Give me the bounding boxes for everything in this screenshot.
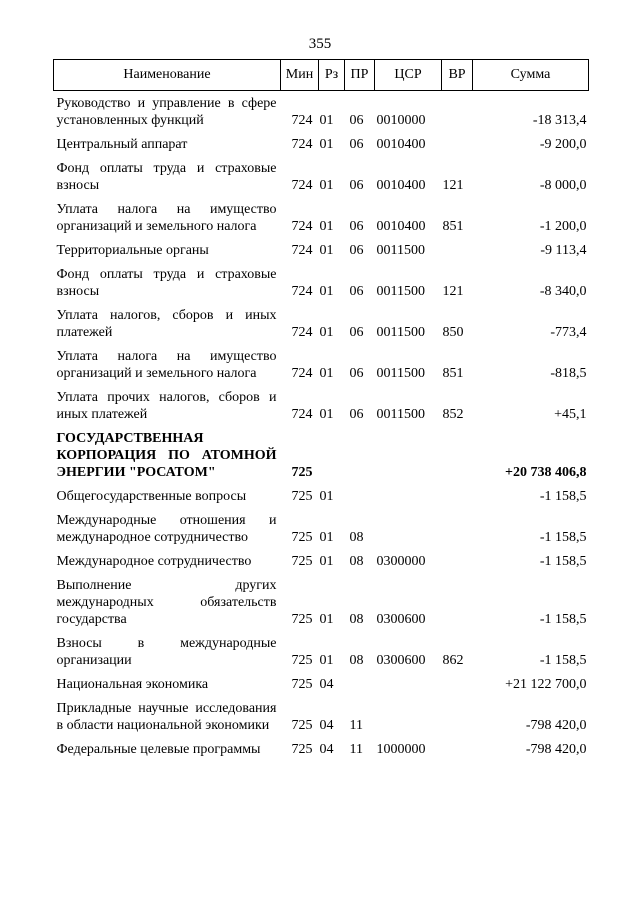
cell-rz: 01 <box>319 284 334 299</box>
cell-csr: 0010400 <box>376 219 426 234</box>
cell-vr <box>442 512 473 553</box>
cell-rz: 01 <box>319 243 334 258</box>
cell-rz: 01 <box>319 178 334 193</box>
table-row <box>54 201 589 242</box>
cell-vr <box>442 488 473 512</box>
cell-rz: 04 <box>319 742 334 757</box>
cell-name: Международные отношения и международное сотрудничество <box>56 513 277 545</box>
cell-rz: 01 <box>319 554 334 569</box>
cell-pr: 08 <box>349 612 364 627</box>
cell-min: 724 <box>291 407 313 422</box>
cell-min: 725 <box>291 612 313 627</box>
cell-name: Выполнение других международных обязательств государства <box>56 578 277 627</box>
cell-vr: 850 <box>442 325 464 340</box>
cell-vr: 851 <box>442 366 464 381</box>
cell-name: Фонд оплаты труда и страховые взносы <box>56 161 277 193</box>
table-row <box>54 430 589 488</box>
table-row <box>54 242 589 266</box>
cell-rz: 01 <box>319 366 334 381</box>
page-number: 355 <box>308 36 332 52</box>
cell-vr <box>442 430 473 488</box>
table-row <box>54 389 589 430</box>
cell-name: Центральный аппарат <box>56 137 188 152</box>
cell-csr: 0011500 <box>376 243 425 258</box>
cell-pr <box>345 676 375 700</box>
cell-min: 725 <box>291 677 313 692</box>
cell-min: 724 <box>291 219 313 234</box>
table-row <box>54 635 589 676</box>
cell-rz: 04 <box>319 718 334 733</box>
cell-sum: -18 313,4 <box>532 113 587 128</box>
cell-csr: 0010000 <box>376 113 426 128</box>
cell-pr: 08 <box>349 530 364 545</box>
cell-pr: 06 <box>349 219 364 234</box>
table-row <box>54 577 589 635</box>
cell-csr <box>375 430 442 488</box>
cell-vr <box>442 136 473 160</box>
table-row <box>54 741 589 765</box>
cell-name: Территориальные органы <box>56 243 209 258</box>
cell-sum: -1 158,5 <box>539 653 587 668</box>
table-row <box>54 512 589 553</box>
cell-name: Национальная экономика <box>56 677 209 692</box>
cell-pr: 08 <box>349 653 364 668</box>
cell-name: Уплата налога на имущество организаций и земельного налога <box>56 202 277 234</box>
cell-min: 725 <box>291 718 313 733</box>
cell-name: Взносы в международные организации <box>56 636 277 668</box>
cell-sum: -1 158,5 <box>539 530 587 545</box>
cell-sum: -798 420,0 <box>525 742 587 757</box>
cell-sum: -8 000,0 <box>539 178 587 193</box>
table-row <box>54 307 589 348</box>
cell-vr <box>442 741 473 765</box>
cell-pr: 06 <box>349 407 364 422</box>
cell-name: Руководство и управление в сфере установленных функций <box>56 96 277 128</box>
cell-name: Федеральные целевые программы <box>56 742 261 757</box>
cell-name: Уплата прочих налогов, сборов и иных платежей <box>56 390 277 422</box>
budget-table <box>53 59 589 765</box>
cell-csr: 1000000 <box>376 742 426 757</box>
cell-min: 725 <box>291 554 313 569</box>
cell-name: Прикладные научные исследования в области национальной экономики <box>56 701 277 733</box>
cell-rz: 01 <box>319 137 334 152</box>
cell-pr: 11 <box>349 718 363 733</box>
cell-pr: 06 <box>349 284 364 299</box>
cell-sum: +45,1 <box>554 407 587 422</box>
table-row <box>54 266 589 307</box>
cell-vr: 862 <box>442 653 464 668</box>
cell-pr: 06 <box>349 113 364 128</box>
cell-csr <box>375 488 442 512</box>
cell-vr: 852 <box>442 407 464 422</box>
header-sum: Сумма <box>473 60 589 91</box>
cell-csr: 0011500 <box>376 284 425 299</box>
cell-rz: 01 <box>319 489 334 504</box>
cell-sum: +21 122 700,0 <box>505 677 587 692</box>
cell-rz: 01 <box>319 407 334 422</box>
cell-vr <box>442 91 473 137</box>
cell-name: Фонд оплаты труда и страховые взносы <box>56 267 277 299</box>
cell-sum: -1 158,5 <box>539 489 587 504</box>
cell-csr: 0011500 <box>376 325 425 340</box>
cell-min: 724 <box>291 113 313 128</box>
cell-pr: 11 <box>349 742 363 757</box>
cell-pr: 06 <box>349 243 364 258</box>
header-pr: ПР <box>345 60 375 91</box>
cell-min: 725 <box>291 465 313 480</box>
cell-csr: 0011500 <box>376 366 425 381</box>
table-row <box>54 348 589 389</box>
cell-min: 724 <box>291 284 313 299</box>
cell-csr: 0300600 <box>376 653 426 668</box>
cell-min: 725 <box>291 653 313 668</box>
table-header <box>54 60 589 91</box>
cell-min: 724 <box>291 325 313 340</box>
table-body <box>54 91 589 766</box>
cell-rz: 01 <box>319 113 334 128</box>
cell-sum: -1 158,5 <box>539 554 587 569</box>
cell-name: Международное сотрудничество <box>56 554 252 569</box>
header-min: Мин <box>281 60 319 91</box>
cell-pr <box>345 488 375 512</box>
cell-sum: -818,5 <box>550 366 587 381</box>
cell-csr <box>375 700 442 741</box>
cell-vr <box>442 577 473 635</box>
cell-vr: 121 <box>442 178 464 193</box>
cell-min: 724 <box>291 366 313 381</box>
table-row <box>54 488 589 512</box>
cell-csr <box>375 676 442 700</box>
cell-min: 725 <box>291 489 313 504</box>
header-rz: Рз <box>319 60 345 91</box>
table-row <box>54 700 589 741</box>
cell-csr: 0011500 <box>376 407 425 422</box>
cell-sum: -798 420,0 <box>525 718 587 733</box>
table-row <box>54 136 589 160</box>
cell-csr: 0300000 <box>376 554 426 569</box>
cell-rz: 01 <box>319 325 334 340</box>
cell-pr: 06 <box>349 366 364 381</box>
cell-rz: 04 <box>319 677 334 692</box>
table-row <box>54 91 589 137</box>
cell-sum: -8 340,0 <box>539 284 587 299</box>
cell-pr: 06 <box>349 178 364 193</box>
cell-vr <box>442 553 473 577</box>
cell-name: ГОСУДАРСТВЕННАЯ КОРПОРАЦИЯ ПО АТОМНОЙ ЭНЕРГИИ "РОСАТОМ" <box>56 431 277 480</box>
table-row <box>54 553 589 577</box>
cell-csr: 0010400 <box>376 137 426 152</box>
cell-rz <box>319 430 345 488</box>
cell-rz: 01 <box>319 612 334 627</box>
header-name: Наименование <box>54 60 281 91</box>
cell-vr: 121 <box>442 284 464 299</box>
cell-sum: -773,4 <box>550 325 587 340</box>
cell-min: 724 <box>291 243 313 258</box>
header-csr: ЦСР <box>375 60 442 91</box>
cell-csr: 0300600 <box>376 612 426 627</box>
cell-rz: 01 <box>319 530 334 545</box>
cell-sum: -1 158,5 <box>539 612 587 627</box>
cell-vr <box>442 676 473 700</box>
cell-pr <box>345 430 375 488</box>
cell-pr: 06 <box>349 137 364 152</box>
table-row <box>54 676 589 700</box>
cell-csr <box>375 512 442 553</box>
cell-sum: -9 200,0 <box>539 137 587 152</box>
cell-pr: 08 <box>349 554 364 569</box>
cell-vr <box>442 242 473 266</box>
cell-min: 724 <box>291 178 313 193</box>
cell-min: 724 <box>291 137 313 152</box>
cell-name: Уплата налогов, сборов и иных платежей <box>56 308 277 340</box>
cell-rz: 01 <box>319 219 334 234</box>
cell-rz: 01 <box>319 653 334 668</box>
cell-pr: 06 <box>349 325 364 340</box>
cell-sum: +20 738 406,8 <box>505 465 587 480</box>
table-row <box>54 160 589 201</box>
cell-sum: -1 200,0 <box>539 219 587 234</box>
cell-vr: 851 <box>442 219 464 234</box>
header-vr: ВР <box>442 60 473 91</box>
cell-sum: -9 113,4 <box>540 243 587 258</box>
cell-csr: 0010400 <box>376 178 426 193</box>
cell-min: 725 <box>291 742 313 757</box>
cell-name: Общегосударственные вопросы <box>56 489 247 504</box>
cell-vr <box>442 700 473 741</box>
cell-name: Уплата налога на имущество организаций и земельного налога <box>56 349 277 381</box>
cell-min: 725 <box>291 530 313 545</box>
